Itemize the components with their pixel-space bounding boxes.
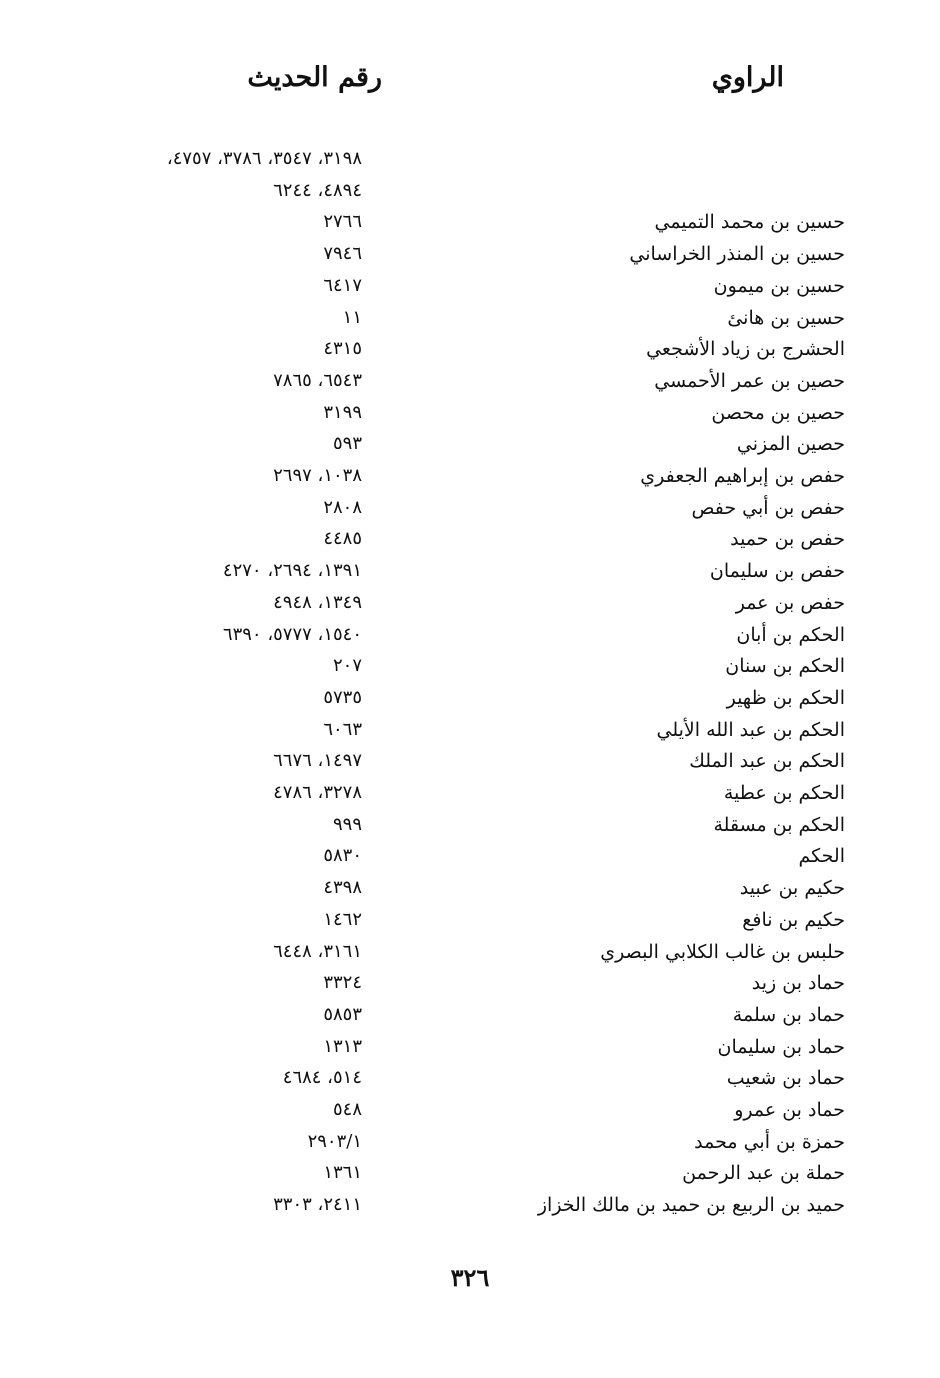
narrator-name: حسين بن هانئ <box>727 306 845 329</box>
index-row <box>0 428 940 460</box>
index-row <box>0 999 940 1031</box>
hadith-numbers: ٢٠٧ <box>332 655 362 677</box>
index-row <box>0 1062 940 1094</box>
index-row <box>0 238 940 270</box>
hadith-numbers: ٣١٦١، ٦٤٤٨ <box>273 940 362 962</box>
hadith-numbers: ٥٩٣ <box>332 433 362 455</box>
narrator-name: الحكم بن عبد الله الأيلي <box>656 718 845 741</box>
narrator-name: الحكم بن مسقلة <box>713 813 845 836</box>
hadith-numbers: ١١ <box>342 306 362 328</box>
narrator-name: حملة بن عبد الرحمن <box>682 1162 845 1185</box>
narrator-name: حفص بن سليمان <box>709 560 845 583</box>
narrator-name: الحكم بن ظهير <box>726 686 845 709</box>
index-row <box>0 745 940 777</box>
hadith-numbers: ٩٩٩ <box>332 813 362 835</box>
index-row <box>0 365 940 397</box>
narrator-name: حفص بن أبي حفص <box>691 496 845 519</box>
hadith-numbers: ٥٧٣٥ <box>323 686 362 708</box>
narrator-name: الحكم بن أبان <box>736 623 845 646</box>
index-row <box>0 555 940 587</box>
hadith-numbers: ٦٥٤٣، ٧٨٦٥ <box>273 369 362 391</box>
narrator-name: حلبس بن غالب الكلابي البصري <box>600 940 845 963</box>
narrator-name: الحكم بن عطية <box>723 782 845 804</box>
hadith-numbers: ١٥٤٠، ٥٧٧٧، ٦٣٩٠ <box>222 623 362 645</box>
narrator-name: حسين بن محمد التميمي <box>654 211 845 234</box>
index-row <box>0 936 940 968</box>
index-row <box>0 809 940 841</box>
hadith-numbers: ٧٩٤٦ <box>323 243 362 265</box>
hadith-numbers: ٥٨٣٠ <box>323 845 362 867</box>
hadith-numbers: ٥١٤، ٤٦٨٤ <box>282 1067 362 1089</box>
narrator-name: حسين بن المنذر الخراساني <box>629 243 845 266</box>
index-row <box>0 270 940 302</box>
hadith-numbers: ٣١٩٨، ٣٥٤٧، ٣٧٨٦، ٤٧٥٧، <box>166 148 362 169</box>
hadith-numbers: ٥٨٥٣ <box>323 1003 362 1025</box>
index-row <box>0 1031 940 1063</box>
hadith-numbers: ٤٣١٥ <box>323 338 362 360</box>
narrator-name: الحكم <box>798 845 845 868</box>
hadith-numbers: ١٣٦١ <box>323 1162 362 1184</box>
narrator-name: حماد بن شعيب <box>726 1067 845 1090</box>
page-number: ٣٢٦ <box>450 1263 490 1292</box>
hadith-numbers: ١٣٤٩، ٤٩٤٨ <box>273 591 362 613</box>
hadith-numbers: ٤٤٨٥ <box>323 528 362 550</box>
index-row <box>0 333 940 365</box>
narrator-name: الحكم بن سنان <box>725 655 845 678</box>
index-row <box>0 682 940 714</box>
hadith-numbers: ٢٧٦٦ <box>323 211 362 233</box>
narrator-name: الحشرج بن زياد الأشجعي <box>646 338 845 361</box>
narrator-name: حماد بن سلمة <box>732 1003 845 1026</box>
index-row <box>0 1157 940 1189</box>
index-row <box>0 492 940 524</box>
hadith-numbers: ٤٣٩٨ <box>323 877 362 899</box>
narrator-name: حصين بن محصن <box>711 401 845 424</box>
index-row <box>0 302 940 334</box>
narrator-name: حكيم بن نافع <box>742 908 845 931</box>
hadith-numbers: ١٣١٣ <box>323 1035 362 1057</box>
hadith-numbers: ٣١٩٩ <box>323 401 362 423</box>
hadith-numbers: ٢٨٠٨ <box>323 496 362 518</box>
hadith-numbers: ٦٤١٧ <box>323 274 362 296</box>
hadith-numbers: ١٠٣٨، ٢٦٩٧ <box>273 465 362 486</box>
index-row <box>0 143 940 175</box>
index-row <box>0 904 940 936</box>
hadith-number-column-header: رقم الحديث <box>247 62 382 93</box>
narrator-name: حميد بن الربيع بن حميد بن مالك الخزاز <box>537 1194 845 1217</box>
narrator-name: حفص بن إبراهيم الجعفري <box>640 465 845 487</box>
index-row <box>0 777 940 809</box>
hadith-numbers: ٢٤١١، ٣٣٠٣ <box>273 1194 362 1216</box>
hadith-numbers: ١٤٩٧، ٦٦٧٦ <box>273 750 362 772</box>
hadith-numbers: ٣٣٢٤ <box>323 972 362 994</box>
narrator-name: حفص بن عمر <box>735 591 845 614</box>
index-row <box>0 872 940 904</box>
hadith-numbers: ٥٤٨ <box>332 1099 362 1120</box>
hadith-numbers: ٦٠٦٣ <box>323 718 362 740</box>
index-row <box>0 587 940 619</box>
narrator-name: الحكم بن عبد الملك <box>689 750 845 773</box>
index-row <box>0 840 940 872</box>
narrator-name: حماد بن سليمان <box>717 1035 845 1058</box>
index-row <box>0 460 940 492</box>
hadith-numbers: ١٤٦٢ <box>323 908 362 930</box>
hadith-numbers: ١٣٩١، ٢٦٩٤، ٤٢٧٠ <box>222 560 362 582</box>
index-row <box>0 619 940 651</box>
hadith-numbers: ٢٩٠٣/١ <box>307 1130 362 1152</box>
hadith-numbers: ٣٢٧٨، ٤٧٨٦ <box>273 782 362 803</box>
index-row <box>0 714 940 746</box>
index-row <box>0 650 940 682</box>
narrator-column-header: الراوي <box>711 62 784 93</box>
narrator-name: حسين بن ميمون <box>713 274 845 297</box>
narrator-name: حصين المزني <box>736 433 845 456</box>
narrator-name: حماد بن عمرو <box>734 1099 845 1121</box>
index-row <box>0 967 940 999</box>
index-row <box>0 1126 940 1158</box>
index-row <box>0 397 940 429</box>
index-row <box>0 1094 940 1126</box>
narrator-name: حصين بن عمر الأحمسي <box>654 369 845 392</box>
index-row <box>0 523 940 555</box>
index-row <box>0 1189 940 1221</box>
narrator-name: حكيم بن عبيد <box>739 877 845 900</box>
narrator-name: حفص بن حميد <box>730 528 845 551</box>
narrator-name: حمزة بن أبي محمد <box>694 1130 845 1153</box>
index-row <box>0 175 940 207</box>
hadith-numbers: ٤٨٩٤، ٦٢٤٤ <box>273 179 362 201</box>
narrator-name: حماد بن زيد <box>751 972 845 995</box>
index-row <box>0 206 940 238</box>
